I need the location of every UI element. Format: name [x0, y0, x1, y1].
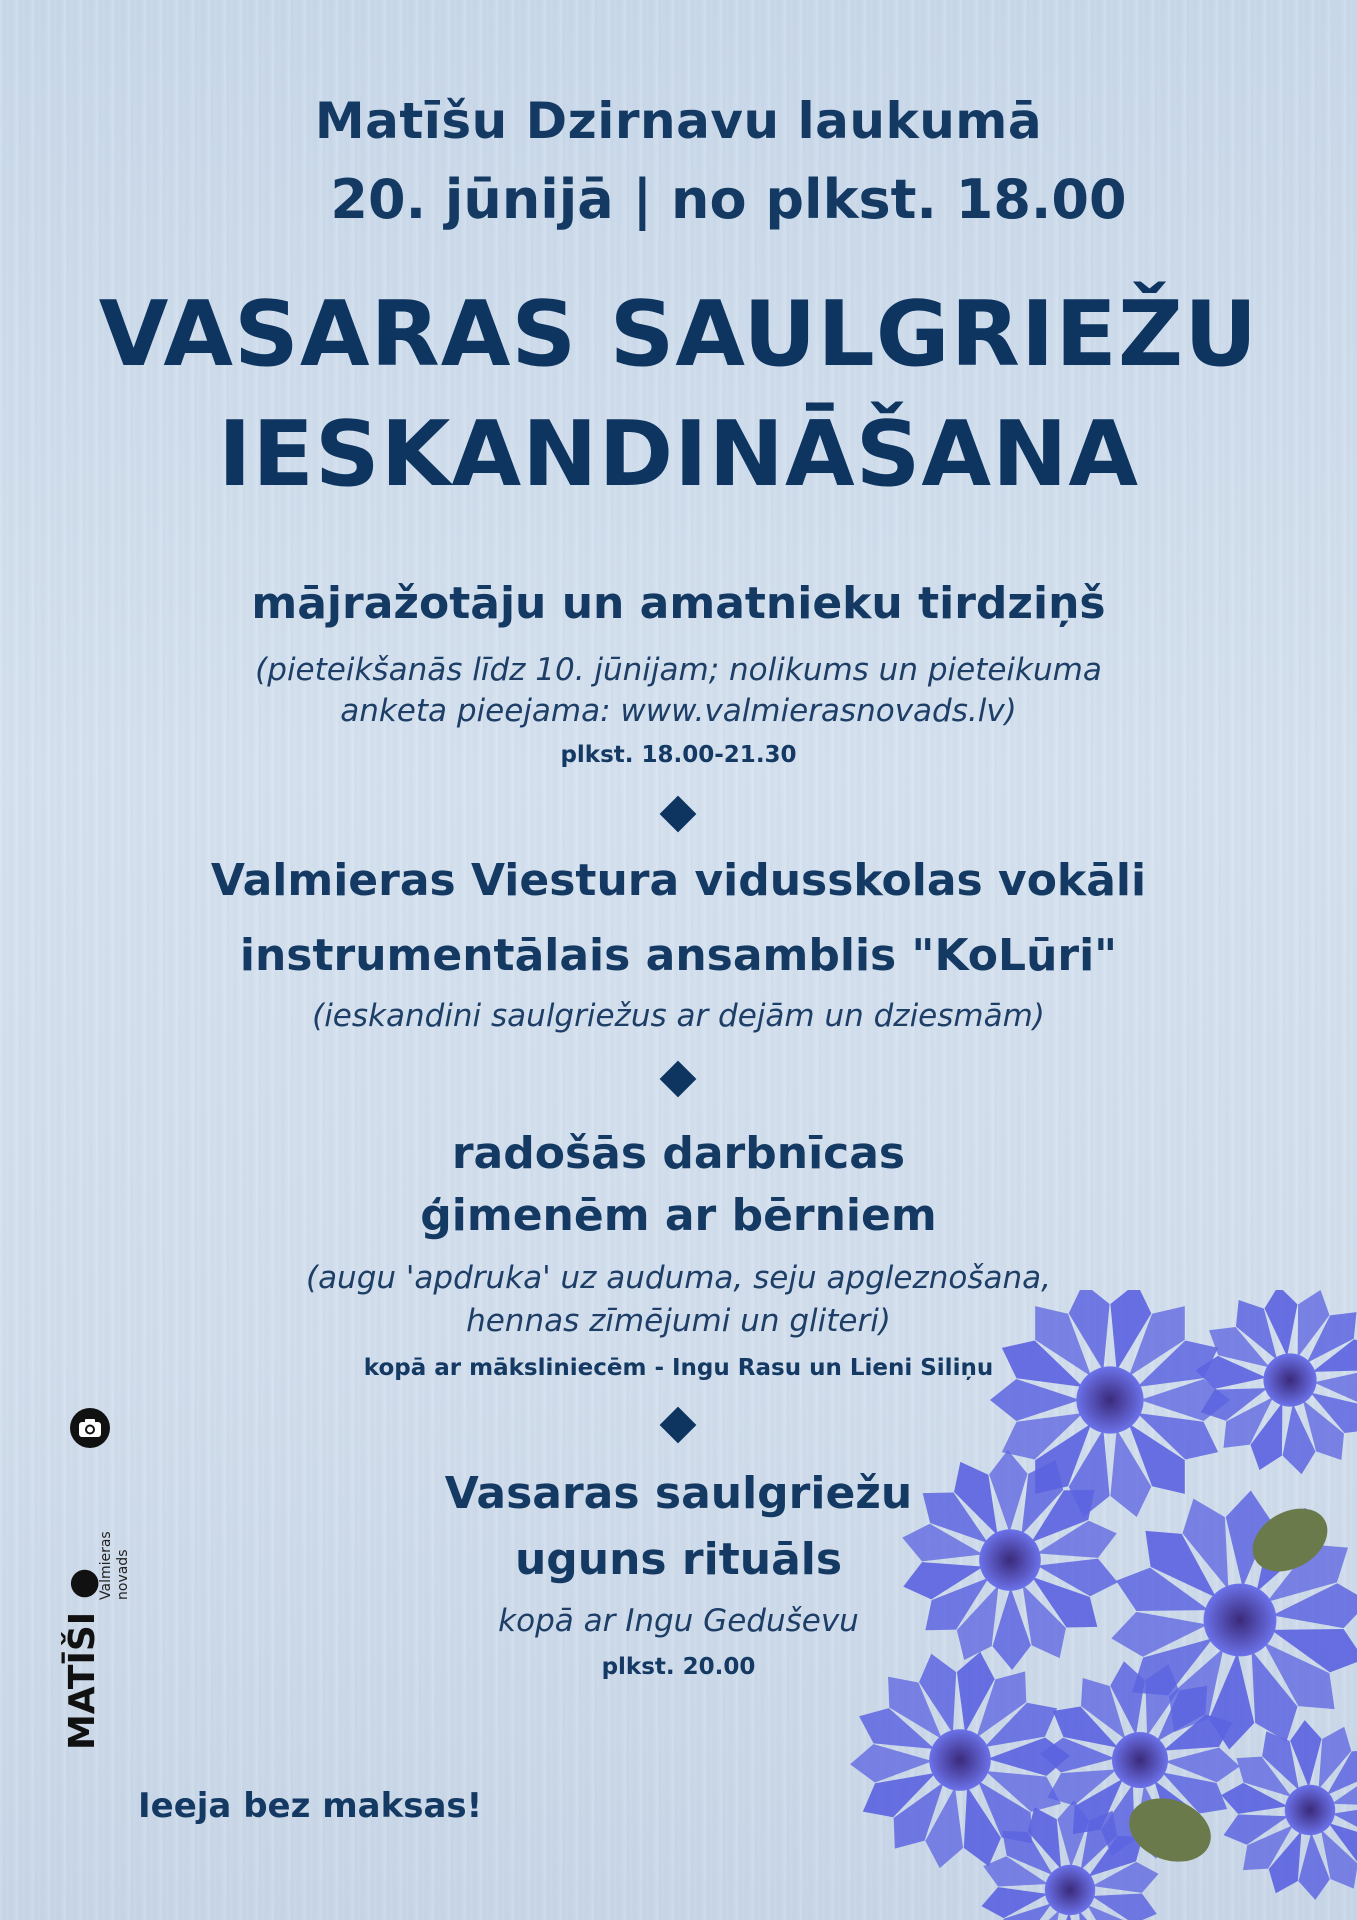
matisi-logo: MATĪŠI ● Valmieras novads [62, 1490, 122, 1750]
cornflower-icon [990, 1290, 1230, 1517]
program-1-note-2: anketa pieejama: www.valmierasnovads.lv) [340, 693, 1017, 729]
program-4-time: plkst. 20.00 [601, 1654, 756, 1680]
cornflower-group [850, 1290, 1357, 1920]
program-2-note: (ieskandini saulgriežus ar dejām un dziesmām) [312, 998, 1045, 1034]
logo-sub-1: Valmieras [98, 1531, 114, 1600]
logo-brand: MATĪŠI [62, 1611, 103, 1750]
event-title-line-2: IESKANDINĀŠANA [217, 402, 1140, 507]
program-4-heading-1: Vasaras saulgriežu [444, 1468, 913, 1519]
logo-sub-2: novads [115, 1549, 131, 1600]
program-2-heading-1: Valmieras Viestura vidusskolas vokāli [210, 855, 1147, 906]
program-3-heading-2: ģimenēm ar bērniem [420, 1190, 937, 1241]
event-title-line-1: VASARAS SAULGRIEŽU [98, 282, 1259, 387]
program-4-note: kopā ar Ingu Geduševu [498, 1603, 859, 1639]
program-3-note-2: hennas zīmējumi un gliteri) [466, 1303, 891, 1339]
cornflower-illustration [840, 1290, 1357, 1920]
date-line: 20. jūnijā | no plkst. 18.00 [330, 168, 1127, 231]
separator-diamond-icon [660, 1407, 697, 1444]
venue-line: Matīšu Dzirnavu laukumā [314, 92, 1043, 150]
program-1-heading: mājražotāju un amatnieku tirdziņš [251, 578, 1106, 629]
program-1-note-1: (pieteikšanās līdz 10. jūnijam; nolikums un pieteikuma [255, 652, 1102, 688]
program-3-artists: kopā ar māksliniecēm - Ingu Rasu un Lieni Siliņu [363, 1355, 994, 1381]
cornflower-icon [1195, 1290, 1357, 1474]
program-1-time: plkst. 18.00-21.30 [560, 742, 797, 768]
separator-diamond-icon [660, 796, 697, 833]
separator-diamond-icon [660, 1061, 697, 1098]
camera-icon [70, 1408, 110, 1448]
program-3-note-1: (augu 'apdruka' uz auduma, seju apgleznošana, [305, 1260, 1052, 1296]
program-3-heading-1: radošās darbnīcas [451, 1128, 906, 1179]
program-2-heading-2: instrumentālais ansamblis "KoLūri" [239, 930, 1118, 981]
program-4-heading-2: uguns rituāls [514, 1534, 843, 1585]
free-entry-text: Ieeja bez maksas! [138, 1786, 483, 1826]
cornflower-icon [1221, 1720, 1357, 1900]
